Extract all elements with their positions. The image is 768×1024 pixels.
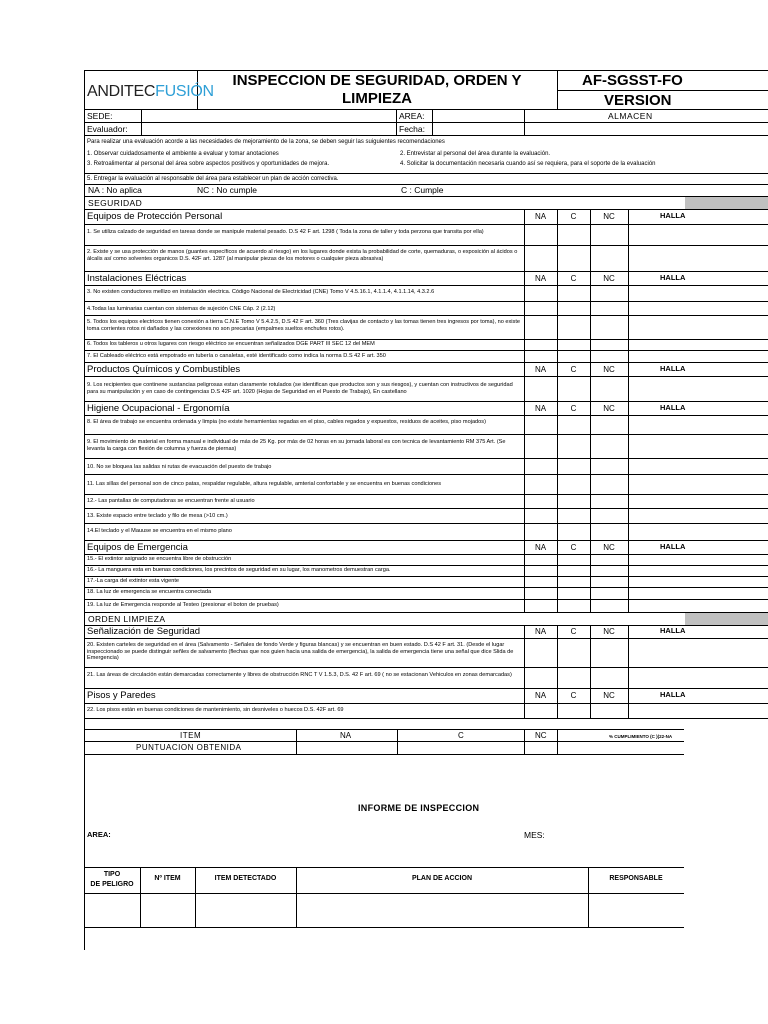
- group-epp: Equipos de Protección Personal: [87, 211, 223, 222]
- item-8: 8. El área de trabajo se encuentra ordenada y limpia (no existe herramientas regadas en el piso, cables regados y expuestos, residuos de aceites, piso mojados): [87, 419, 486, 425]
- section-seguridad: SEGURIDAD: [88, 198, 143, 208]
- col-na-header: NA: [534, 404, 547, 413]
- item-10: 10. No se bloquea las salidas ni rutas de evacuación del puesto de trabajo: [87, 464, 272, 470]
- item-17: 17.-La carga del extintor esta vigente: [87, 578, 180, 584]
- doc-title-line1: INSPECCION DE SEGURIDAD, ORDEN Y: [232, 72, 522, 89]
- item-7: 7. El Cableado eléctrico está empotrado en tubería o canaletas, esté identificado como indica la norma D.S 42 F art. 350: [87, 353, 386, 359]
- item-13: 13. Existe espacio entre teclado y filo de mesa (>10 cm.): [87, 513, 228, 519]
- col-hallazgo-header: HALLA: [660, 273, 686, 282]
- report-area-label: AREA:: [87, 830, 111, 839]
- fecha-label: Fecha:: [399, 124, 425, 134]
- col-c-header: C: [570, 404, 577, 413]
- item-21: 21. Las áreas de circulación están demarcadas correctamente y libres de obstrucción RNC T V 1.5.3, D.S. 42 F art. 69 ( no se estacionan Vehiculos en zonas demarcadas): [87, 672, 512, 678]
- item-4: 4.Todas las luminarias cuentan con sistemas de sujeción CNE Cáp. 2 (2.12): [87, 306, 276, 312]
- col-c-header: C: [570, 543, 577, 552]
- col-nc-header: NC: [603, 365, 615, 374]
- item-16: 16.- La manguera esta en buenas condiciones, los precintos de seguridad en su lugar, los manometros demuestran carga.: [87, 567, 391, 573]
- instruction-2: 2. Entrevistar al personal del área durante la evaluación.: [400, 151, 551, 157]
- summary-pct-label: % CUMPLIMIENTO (C )(22-NA: [609, 734, 673, 739]
- group-quimicos: Productos Químicos y Combustibles: [87, 364, 241, 375]
- report-col-responsable: RESPONSABLE: [609, 875, 663, 882]
- report-col-detectado: ITEM DETECTADO: [214, 875, 277, 882]
- item-15: 15.- El extintor asignado se encuentra libre de obstrucción: [87, 556, 232, 562]
- item-5: 5. Todos los equipos electricos tienen conexión a tierra C.N.E Tomo V 5.4.2.5, D.S 42 F art. 360 (Tres clavijas de contacto y las tomas tienen tres ingresos por toma), no existe toma corrientes rotos ni dañados y las conexiones no son precarias (empalmes sueltos enchufes rotos).: [87, 319, 521, 332]
- legend-nc: NC : No cumple: [197, 185, 257, 195]
- col-hallazgo-header: HALLA: [660, 626, 686, 635]
- item-9-higiene: 9. El movimiento de material en forma manual e individual de más de 25 Kg. por más de 02 horas en su jornada laboral es con tecnica de levantamiento RM 375 Art. (Se levanta la carga con flexión de columna y fuerza de piernas): [87, 439, 506, 452]
- area-label: AREA:: [399, 111, 425, 121]
- item-20: 20. Existen carteles de seguridad en el área (Salvamento - Señales de fondo Verde y figuras blancas) y se encuentran en buen estado. D.S 42 F art. 31. (Desde el lugar inspeccionado se puede distinguir señles de salvamento (flechas que nos guien hacia una salida de emergencia), la salida de emergencia tiene una señal que dice Slida de Emergencia): [87, 642, 514, 662]
- instruction-1: 1. Observar cuidadosamente el ambiente a evaluar y tomar anotaciones: [87, 151, 279, 157]
- col-na-header: NA: [534, 543, 547, 552]
- col-c-header: C: [570, 274, 577, 283]
- group-electricas: Instalaciones Eléctricas: [87, 273, 187, 284]
- item-1: 1. Se utiliza calzado de seguridad en tareas donde se manipule material pesado. D.S 42 F art. 1298 ( Toda la zona de taller y toda perzona que transita por ella): [87, 229, 484, 235]
- report-col-item: Nº ITEM: [154, 875, 181, 882]
- doc-version: VERSION: [604, 92, 672, 109]
- instruction-4: 4. Solicitar la documentación necesaria cuando así se requiera, para el soporte de la evaluación: [400, 161, 656, 167]
- col-c-header: C: [570, 691, 577, 700]
- group-higiene: Higiene Ocupacional - Ergonomía: [87, 403, 230, 414]
- summary-puntuacion-label: PUNTUACION OBTENIDA: [136, 743, 242, 752]
- col-na-header: NA: [534, 691, 547, 700]
- item-22: 22. Los pisos están en buenas condiciones de mantenimiento, sin desniveles o huecos D.S. 42F art. 69: [87, 707, 344, 713]
- col-na-header: NA: [534, 274, 547, 283]
- summary-na-label: NA: [340, 731, 352, 740]
- item-9-quimicos: 9. Los recipientes que continene sustancias peligrosas estan claramente rotulados (se identifican que productos son y sus riesgos), y cuentan con instructivos de seguridad para su manipulación y en caso de contingencias D.S 42F art. 1020 (Hojas de Seguridad en el Puesto de Trabajo), En castellano: [87, 382, 513, 395]
- col-nc-header: NC: [603, 404, 615, 413]
- doc-title-line2: LIMPIEZA: [342, 90, 412, 107]
- col-nc-header: NC: [603, 274, 615, 283]
- company-logo: [87, 83, 214, 101]
- summary-c-label: C: [458, 731, 464, 740]
- evaluador-label: Evaluador:: [87, 124, 128, 134]
- summary-nc-label: NC: [535, 731, 547, 740]
- area-value: ALMACEN: [608, 111, 653, 121]
- instructions-intro: Para realizar una evaluación acorde a las necesidades de mejoramiento de la zona, se deben seguir las suiguientes recomendaciones: [87, 139, 445, 145]
- doc-code: AF-SGSST-FO: [582, 72, 683, 89]
- report-title: INFORME DE INSPECCION: [358, 803, 480, 813]
- legend-c: C : Cumple: [401, 185, 444, 195]
- instruction-3: 3. Retroalimentar al personal del área sobre aspectos positivos y oportunidades de mejora.: [87, 161, 330, 167]
- summary-item-label: ITEM: [180, 731, 202, 740]
- logo-accent-text: FUSIÓN: [155, 83, 214, 100]
- col-c-header: C: [570, 212, 577, 221]
- item-11: 11. Las sillas del personal son de cinco patas, respaldar regulable, altura regulable, amterial confortable y se encuentra en buenas condiciones: [87, 481, 442, 487]
- col-na-header: NA: [534, 627, 547, 636]
- item-14: 14.El teclado y el Mauuse se encuentra en el mismo plano: [87, 528, 232, 534]
- sede-label: SEDE:: [87, 111, 113, 121]
- col-hallazgo-header: HALLA: [660, 403, 686, 412]
- col-na-header: NA: [534, 365, 547, 374]
- group-emergencia: Equipos de Emergencia: [87, 542, 188, 553]
- report-col-plan: PLAN DE ACCION: [411, 875, 473, 882]
- col-c-header: C: [570, 365, 577, 374]
- col-na-header: NA: [534, 212, 547, 221]
- report-mes-label: MES:: [524, 830, 545, 840]
- legend-na: NA : No aplica: [88, 185, 142, 195]
- col-nc-header: NC: [603, 691, 615, 700]
- group-pisos: Pisos y Paredes: [87, 690, 156, 701]
- col-hallazgo-header: HALLA: [660, 364, 686, 373]
- item-18: 18. La luz de emergencia se encuentra conectada: [87, 589, 212, 595]
- group-senalizacion: Señalización de Seguridad: [87, 626, 201, 637]
- col-nc-header: NC: [603, 212, 615, 221]
- col-hallazgo-header: HALLA: [660, 690, 686, 699]
- section-orden-limpieza: ORDEN LIMPIEZA: [88, 614, 166, 624]
- item-6: 6. Todos los tableros u otros lugares con riesgo eléctrico se encuentran señalizados DGE PART III SEC 12 del MEM: [87, 341, 375, 347]
- item-3: 3. No existen conductores mellizo en instalación electrica. Código Nacional de Electricidad (CNE) Tomo V 4.5.16.1, 4.1.1.4, 4.1.1.14, 4.3.2.6: [87, 289, 435, 295]
- col-hallazgo-header: HALLA: [660, 211, 686, 220]
- col-c-header: C: [570, 627, 577, 636]
- report-col-tipo-line2: DE PELIGRO: [90, 881, 134, 888]
- item-12: 12.- Las pantallas de computadoras se encuentran frente al usuario: [87, 498, 255, 504]
- item-19: 19. La luz de Emergencia responde al Testeo (presionar el boton de pruebas): [87, 602, 279, 608]
- col-hallazgo-header: HALLA: [660, 542, 686, 551]
- instruction-5: 5. Entregar la evaluación al responsable del área para establecer un plan de acción correctiva.: [87, 176, 339, 182]
- item-2: 2. Existe y se usa protección de manos (guantes específicos de acuerdo al riesgo) en los lugares donde exista la probabilidad de corte, quemaduras, o exposición al ácidos o álcalis así como solventes organicos D.S. 42F art. 1287 (al manipular piezas de los motores o cualquier pieza abrasiva): [87, 249, 518, 262]
- col-nc-header: NC: [603, 543, 615, 552]
- col-nc-header: NC: [603, 627, 615, 636]
- logo-main-text: ANDITEC: [87, 83, 156, 100]
- report-col-tipo-line1: TIPO: [103, 871, 121, 878]
